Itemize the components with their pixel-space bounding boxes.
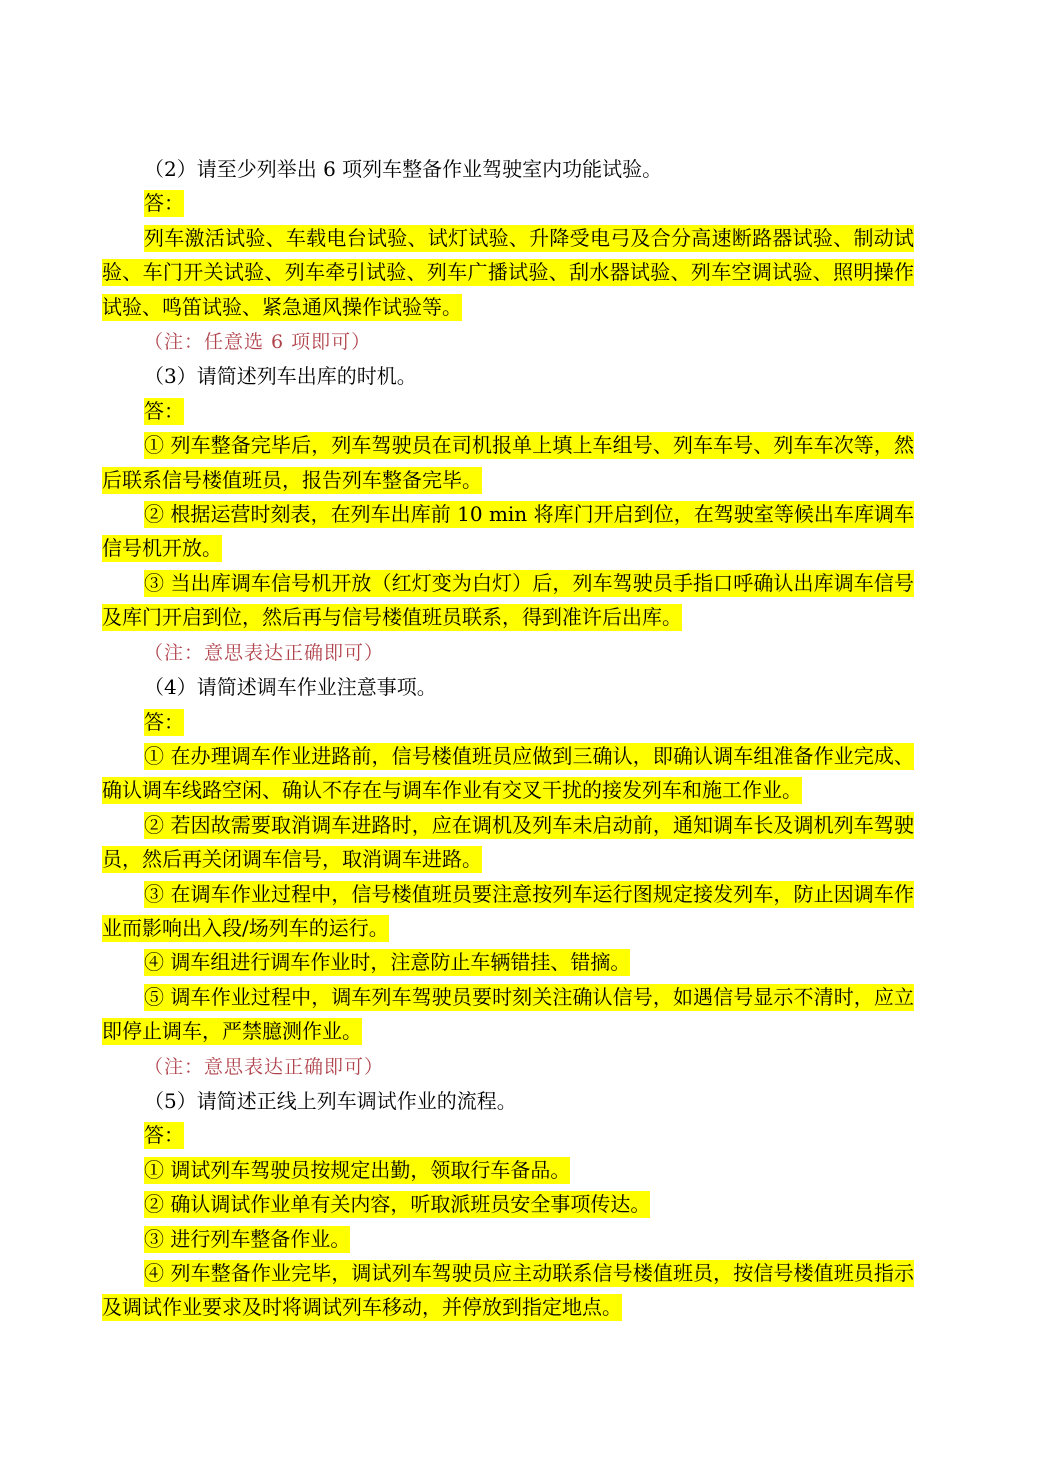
answer-item: ① 在办理调车作业进路前，信号楼值班员应做到三确认，即确认调车组准备作业完成、确认调车线路空闲、确认不存在与调车作业有交叉干扰的接发列车和施工作业。 — [102, 743, 914, 803]
answer-item: ② 确认调试作业单有关内容，听取派班员安全事项传达。 — [144, 1192, 651, 1217]
answer-item: ① 列车整备完毕后，列车驾驶员在司机报单上填上车组号、列车车号、列车车次等，然后联系信号楼值班员，报告列车整备完毕。 — [102, 433, 914, 492]
answer-item: ④ 调车组进行调车作业时，注意防止车辆错挂、错摘。 — [144, 950, 631, 975]
question-5: （5）请简述正线上列车调试作业的流程。 — [144, 1088, 517, 1113]
answer-label: 答： — [144, 191, 184, 216]
answer-item: ③ 当出库调车信号机开放（红灯变为白灯）后，列车驾驶员手指口呼确认出库调车信号及库门开启到位，然后再与信号楼值班员联系，得到准许后出库。 — [102, 570, 914, 630]
question-2: （2）请至少列举出 6 项列车整备作业驾驶室内功能试验。 — [144, 157, 663, 181]
note: （注：任意选 6 项即可） — [144, 331, 372, 354]
answer-label: 答： — [144, 398, 184, 423]
answer-item: ⑤ 调车作业过程中，调车列车驾驶员要时刻关注确认信号，如遇信号显示不清时，应立即停止调车，严禁臆测作业。 — [102, 984, 914, 1044]
answer-item: ③ 在调车作业过程中，信号楼值班员要注意按列车运行图规定接发列车，防止因调车作业而影响出入段/场列车的运行。 — [102, 881, 914, 940]
answer-item: ② 根据运营时刻表，在列车出库前 10 min 将库门开启到位，在驾驶室等候出车库调车信号机开放。 — [102, 502, 914, 561]
question-4: （4）请简述调车作业注意事项。 — [144, 675, 437, 700]
answer-label: 答： — [144, 709, 184, 734]
answer-label: 答： — [144, 1123, 184, 1148]
note: （注：意思表达正确即可） — [144, 1055, 385, 1078]
answer-item: ④ 列车整备作业完毕，调试列车驾驶员应主动联系信号楼值班员，按信号楼值班员指示及调试作业要求及时将调试列车移动，并停放到指定地点。 — [102, 1261, 914, 1320]
note: （注：意思表达正确即可） — [144, 641, 385, 664]
document-page — [102, 152, 914, 1325]
answer-item: 列车激活试验、车载电台试验、试灯试验、升降受电弓及合分高速断路器试验、制动试验、车门开关试验、列车牵引试验、列车广播试验、刮水器试验、列车空调试验、照明操作试验、鸣笛试验、紧急通风操作试验等。 — [102, 225, 914, 319]
answer-item: ③ 进行列车整备作业。 — [144, 1226, 351, 1251]
question-3: （3）请简述列车出库的时机。 — [144, 364, 417, 389]
answer-item: ② 若因故需要取消调车进路时，应在调机及列车未启动前，通知调车长及调机列车驾驶员，然后再关闭调车信号，取消调车进路。 — [102, 812, 914, 872]
answer-item: ① 调试列车驾驶员按规定出勤，领取行车备品。 — [144, 1157, 571, 1182]
